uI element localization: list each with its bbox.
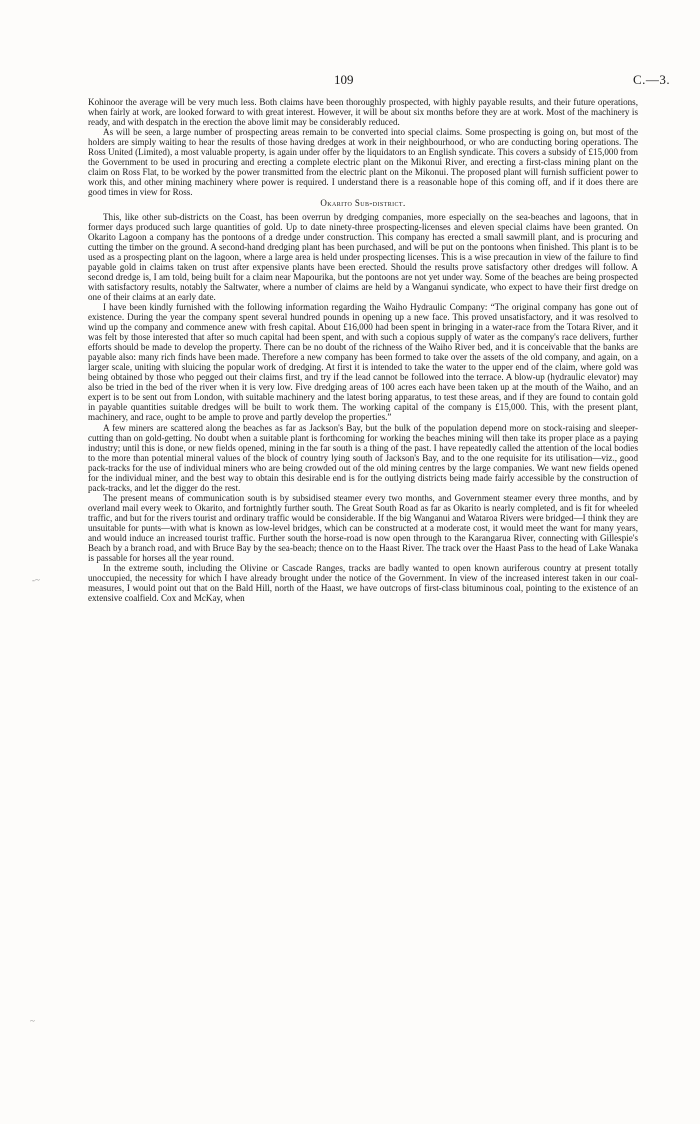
paragraph-okarito-dredging: This, like other sub-districts on the Coast, has been overrun by dredging companies, more especially on the sea-beaches and lagoons, that in former days produced such large quantities of gold. Up to date ninety-three prospecting-licenses and eleven special claims have been granted. On Okarito Lagoon a company has the pontoons of a dredge under construction. This company has erected a small sawmill plant, and is procuring and cutting the timber on the ground. A second-hand dredging plant has been purchased, and will be put on the pontoons when finished. This plant is to be used as a prospecting plant on the lagoon, where a large area is held under prospecting licenses. This is a wise precaution in view of the failure to find payable gold in claims taken on trust after expensive plants have been erected. Should the results prove satisfactory other dredges will follow. A second dredge is, I am told, being built for a claim near Mapourika, but the pontoons are not yet under way. Some of the beaches are being prospected with satisfactory results, notably the Saltwater, where a number of claims are held by a Wanganui syndicate, who expect to have their first dredge on one of their claims at an early date. (88, 211, 638, 302)
margin-pencil-mark: ~ (30, 1016, 35, 1026)
paragraph-waiho-hydraulic: I have been kindly furnished with the following information regarding the Waiho Hydraulic Company: “The original company has gone out of existence. During the year the company spent several hundred pounds in opening up a new face. This proved unsatisfactory, and it was resolved to wind up the company and commence anew with fresh capital. About £16,000 had been spent in bringing in a water-race from the Totara River, and it was felt by those interested that after so much capital had been spent, and with such a copious supply of water as the company's race delivers, further efforts should be made to develop the property. There can be no doubt of the richness of the Waiho River bed, and it is conceivable that the banks are payable also: many rich finds have been made. Therefore a new company has been formed to take over the assets of the old company, and again, on a larger scale, uniting with sluicing the popular work of dredging. At first it is intended to take the water to the upper end of the claim, where gold was being obtained by those who pegged out their claims first, and try if the lead cannot be followed into the terrace. A blow-up (hydraulic elevator) may also be tried in the bed of the river when it is very low. Five dredging areas of 100 acres each have been taken up at the mouth of the Waiho, and an expert is to be sent out from London, with suitable machinery and the latest boring apparatus, to test these areas, and if they are found to contain gold in payable quantities suitable dredges will be built to work them. The working capital of the company is £15,000. This, with the present plant, machinery, and race, ought to be ample to prove and partly develop the properties.” (88, 301, 638, 423)
margin-pencil-mark: -~ (32, 575, 40, 585)
page-number: 109 (334, 72, 354, 87)
paragraph-extreme-south: In the extreme south, including the Olivine or Cascade Ranges, tracks are badly wanted to open known auriferous country at present totally unoccupied, the necessity for which I have already brought under the notice of the Government. In view of the increased interest taken in our coal-measures, I would point out that on the Bald Hill, north of the Haast, we have outcrops of first-class bituminous coal, pointing to the existence of an extensive coalfield. Cox and McKay, when (88, 563, 638, 604)
paragraph-communication: The present means of communication south is by subsidised steamer every two months, and Government steamer every three months, and by overland mail every week to Okarito, and fortnightly further south. The Great South Road as far as Okarito is nearly completed, and is fit for wheeled traffic, and but for the rivers tourist and ordinary traffic would be considerable. If the big Wanganui and Wataroa Rivers were bridged—I think they are unsuitable for punts—with what is known as low-level bridges, which can be constructed at a moderate cost, it would meet the want for many years, and would induce an increased tourist traffic. Further south the horse-road is now open through to the Karangarua River, connecting with Gillespie's Beach by a branch road, and with Bruce Bay by the sea-beach; thence on to the Haast River. The track over the Haast Pass to the head of Lake Wanaka is passable for horses all the year round. (88, 492, 638, 564)
paper-code: C.—3. (633, 72, 671, 87)
page-header (0, 72, 700, 90)
section-heading: Okarito Sub-district. (320, 198, 406, 209)
body-text (88, 97, 638, 603)
paragraph-jacksons-bay: A few miners are scattered along the beaches as far as Jackson's Bay, but the bulk of the population depend more on stock-raising and sleeper-cutting than on gold-getting. No doubt when a suitable plant is forthcoming for working the beaches mining will then take its proper place as a paying industry; until this is done, or new fields opened, mining in the far south is a thing of the past. I have repeatedly called the attention of the local bodies to the more than potential mineral values of the block of country lying south of Jackson's Bay, and to the one requisite for its utilisation—viz., good pack-tracks for the use of individual miners who are being crowded out of the old mining centres by the large companies. We want new fields opened for the individual miner, and the best way to obtain this desirable end is for the outlying districts being made fairly accessible by the construction of pack-tracks, and let the digger do the rest. (88, 422, 638, 493)
paragraph-prospecting-areas: As will be seen, a large number of prospecting areas remain to be converted into special claims. Some prospecting is going on, but most of the holders are simply waiting to hear the results of those having dredges at work in their neighbourhood, or who are conducting boring operations. The Ross United (Limited), a most valuable property, is again under offer by the liquidators to an English syndicate. This covers a subsidy of £15,000 from the Government to be used in procuring and erecting a complete electric plant on the Mikonui River, and erecting a first-class mining plant on the claim on Ross Flat, to be worked by the power transmitted from the electric plant on the Mikonui. The proposed plant will furnish sufficient power to work this, and other mining machinery where power is required. I understand there is a reasonable hope of this coming off, and if it does there are good times in view for Ross. (88, 127, 638, 198)
paragraph-kohinoor: Kohinoor the average will be very much less. Both claims have been thoroughly prospected, with highly payable results, and their future operations, when fairly at work, are looked forward to with great interest. However, it will be about six months before they are at work. Most of the machinery is ready, and with despatch in the erection the above limit may be considerably reduced. (88, 97, 638, 128)
